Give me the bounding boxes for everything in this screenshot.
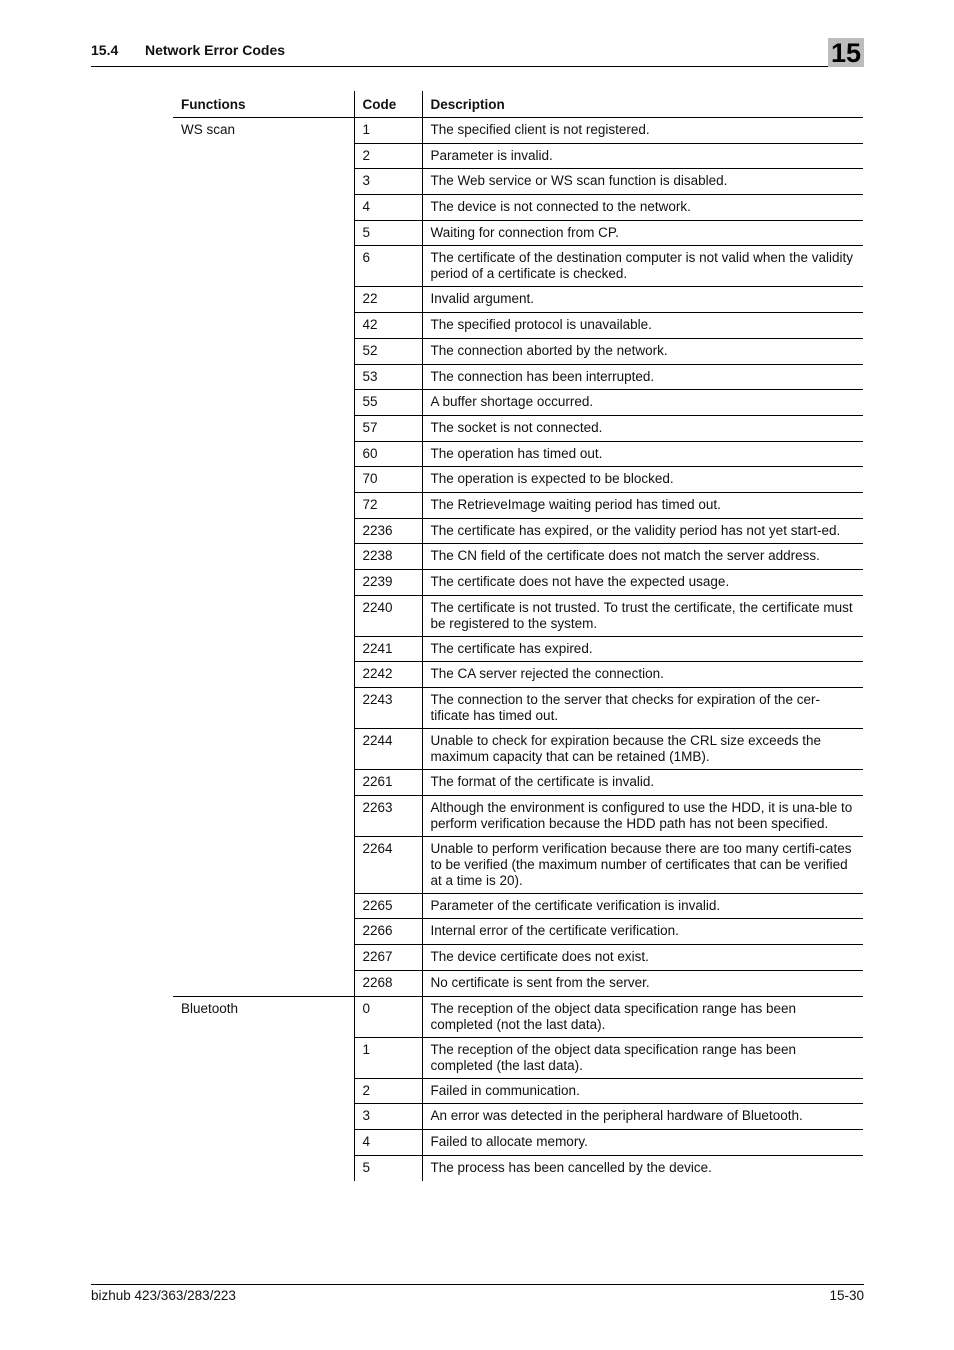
error-description-cell: A buffer shortage occurred. (422, 390, 863, 416)
table-body (173, 118, 863, 1181)
error-code-cell: 4 (354, 195, 422, 221)
column-header-code: Code (354, 91, 422, 118)
error-description-cell: The reception of the object data specification range has been completed (not the last data). (422, 996, 863, 1037)
error-description-cell: The specified client is not registered. (422, 118, 863, 144)
error-code-cell: 2264 (354, 836, 422, 893)
error-code-cell: 1 (354, 118, 422, 144)
error-code-cell: 2239 (354, 570, 422, 596)
error-code-cell: 3 (354, 1104, 422, 1130)
error-description-cell: The certificate has expired, or the validity period has not yet start-ed. (422, 518, 863, 544)
error-code-cell: 70 (354, 467, 422, 493)
section-number: 15.4 (91, 42, 119, 58)
error-description-cell: Failed in communication. (422, 1078, 863, 1104)
error-code-cell: 2266 (354, 919, 422, 945)
error-description-cell: The RetrieveImage waiting period has timed out. (422, 492, 863, 518)
page-header (91, 38, 864, 67)
table-header-row (173, 91, 863, 118)
chapter-badge: 15 (828, 38, 864, 67)
error-code-cell: 2263 (354, 795, 422, 836)
error-code-cell: 2 (354, 1078, 422, 1104)
error-description-cell: The connection aborted by the network. (422, 338, 863, 364)
error-code-cell: 1 (354, 1037, 422, 1078)
error-description-cell: No certificate is sent from the server. (422, 970, 863, 996)
error-code-cell: 22 (354, 287, 422, 313)
column-header-functions: Functions (173, 91, 354, 118)
error-code-cell: 72 (354, 492, 422, 518)
error-description-cell: The specified protocol is unavailable. (422, 313, 863, 339)
error-description-cell: Internal error of the certificate verification. (422, 919, 863, 945)
error-code-cell: 60 (354, 441, 422, 467)
error-description-cell: Failed to allocate memory. (422, 1129, 863, 1155)
error-description-cell: The certificate has expired. (422, 636, 863, 662)
error-code-cell: 2244 (354, 729, 422, 770)
error-code-cell: 2261 (354, 770, 422, 796)
error-code-cell: 4 (354, 1129, 422, 1155)
error-description-cell: An error was detected in the peripheral hardware of Bluetooth. (422, 1104, 863, 1130)
error-description-cell: The connection to the server that checks for expiration of the cer-tificate has timed out. (422, 688, 863, 729)
error-code-cell: 6 (354, 246, 422, 287)
error-code-cell: 2240 (354, 595, 422, 636)
error-code-cell: 0 (354, 996, 422, 1037)
error-code-table (173, 91, 863, 1181)
function-name-cell: Bluetooth (173, 996, 354, 1181)
error-code-cell: 2238 (354, 544, 422, 570)
table-row (173, 996, 863, 1037)
error-description-cell: The format of the certificate is invalid. (422, 770, 863, 796)
table-row (173, 118, 863, 144)
error-code-cell: 52 (354, 338, 422, 364)
column-header-description: Description (422, 91, 863, 118)
error-description-cell: The Web service or WS scan function is disabled. (422, 169, 863, 195)
error-code-cell: 55 (354, 390, 422, 416)
error-code-cell: 3 (354, 169, 422, 195)
error-description-cell: The operation has timed out. (422, 441, 863, 467)
page-footer (91, 1284, 864, 1309)
error-description-cell: The certificate does not have the expected usage. (422, 570, 863, 596)
function-name-cell: WS scan (173, 118, 354, 997)
error-description-cell: The CA server rejected the connection. (422, 662, 863, 688)
error-code-cell: 42 (354, 313, 422, 339)
error-code-cell: 2236 (354, 518, 422, 544)
error-description-cell: Parameter of the certificate verification is invalid. (422, 893, 863, 919)
error-description-cell: The device is not connected to the network. (422, 195, 863, 221)
error-description-cell: Unable to perform verification because there are too many certifi-cates to be verified (the maximum number of certificates that can be verified at a time is 20). (422, 836, 863, 893)
error-description-cell: Although the environment is configured to use the HDD, it is una-ble to perform verification because the HDD path has not been specified. (422, 795, 863, 836)
error-description-cell: Parameter is invalid. (422, 143, 863, 169)
error-description-cell: The certificate of the destination computer is not valid when the validity period of a certificate is checked. (422, 246, 863, 287)
error-code-cell: 2242 (354, 662, 422, 688)
error-code-cell: 5 (354, 1155, 422, 1181)
error-description-cell: The operation is expected to be blocked. (422, 467, 863, 493)
error-description-cell: Waiting for connection from CP. (422, 220, 863, 246)
error-code-cell: 5 (354, 220, 422, 246)
footer-page-number: 15-30 (829, 1288, 864, 1303)
error-code-cell: 2267 (354, 945, 422, 971)
error-description-cell: The device certificate does not exist. (422, 945, 863, 971)
error-description-cell: The CN field of the certificate does not match the server address. (422, 544, 863, 570)
error-code-cell: 53 (354, 364, 422, 390)
error-code-cell: 57 (354, 415, 422, 441)
error-description-cell: The socket is not connected. (422, 415, 863, 441)
error-description-cell: Invalid argument. (422, 287, 863, 313)
footer-model: bizhub 423/363/283/223 (91, 1288, 236, 1303)
error-code-cell: 2243 (354, 688, 422, 729)
error-code-cell: 2241 (354, 636, 422, 662)
section-title: Network Error Codes (145, 42, 286, 58)
error-description-cell: Unable to check for expiration because the CRL size exceeds the maximum capacity that can be retained (1MB). (422, 729, 863, 770)
error-description-cell: The reception of the object data specification range has been completed (the last data). (422, 1037, 863, 1078)
error-description-cell: The process has been cancelled by the device. (422, 1155, 863, 1181)
error-code-cell: 2268 (354, 970, 422, 996)
error-description-cell: The connection has been interrupted. (422, 364, 863, 390)
error-description-cell: The certificate is not trusted. To trust the certificate, the certificate must be registered to the system. (422, 595, 863, 636)
error-code-cell: 2265 (354, 893, 422, 919)
error-code-cell: 2 (354, 143, 422, 169)
